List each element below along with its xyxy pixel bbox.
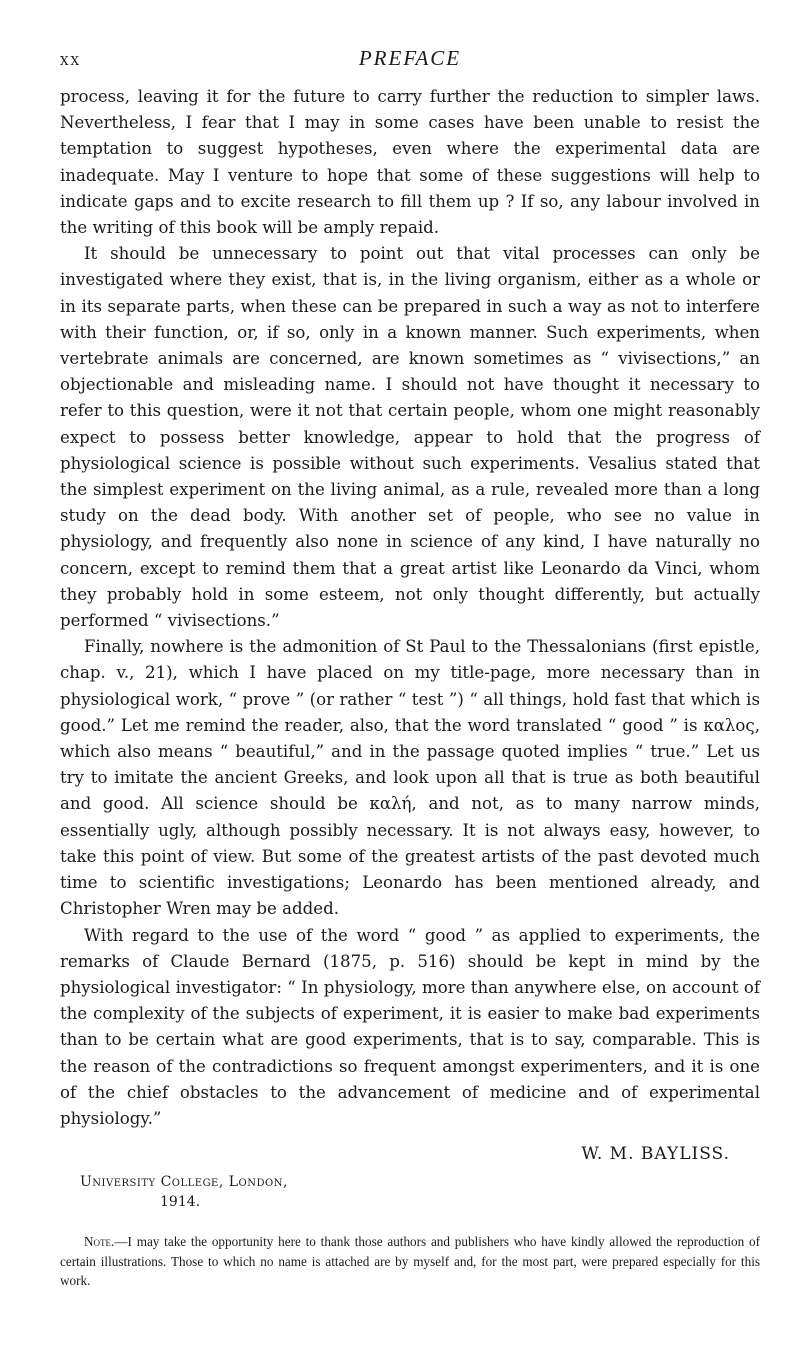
page-number: XX (60, 54, 82, 68)
affiliation-institution: University College, London, (80, 1174, 288, 1191)
book-page (60, 36, 760, 1291)
footnote (60, 1232, 760, 1291)
page-header (60, 36, 760, 70)
affiliation (60, 1172, 760, 1212)
paragraph: With regard to the use of the word “ good ” as applied to experiments, the remarks of Claude Bernard (1875, p. 516) should be kept in mind by the physiological investigator: “ In physiology, more than anywhere else, on account of the complexity of the subjects of experiment, it is easier to make bad experiments than to be certain what are good experiments, that is to say, comparable. This is the reason of the contradictions so frequent amongst experimenters, and it is one of the chief obstacles to the advancement of medicine and of experimental physiology.” (60, 925, 760, 1128)
running-title: PREFACE (358, 46, 462, 70)
affiliation-year: 1914. (160, 1194, 201, 1211)
body-text (60, 84, 760, 1132)
paragraph: Finally, nowhere is the admonition of St Paul to the Thessalonians (first epistle, chap. v., 21), which I have placed on my title-page, more necessary than in physiological work, “ prove ” (or rather “ test ”) “ all things, hold fast that which is good.” Let me remind the reader, also, that the word translated “ good ” is καλος, which also means “ beautiful,” and in the passage quoted implies “ true.” Let us try to imitate the ancient Greeks, and look upon all that is true as both beautiful and good. All science should be καλή, and not, as to many narrow minds, essentially ugly, although possibly necessary. It is not always easy, however, to take this point of view. But some of the greatest artists of the past devoted much time to scientific investigations; Leonardo has been mentioned already, and Christopher Wren may be added. (60, 637, 760, 919)
note-text: —I may take the opportunity here to thank those authors and publishers who have kindly allowed the reproduction of certain illustrations. Those to which no name is attached are by myself and, for the most part, were prepared especially for this work. (60, 1234, 760, 1289)
note-label: Note. (84, 1234, 115, 1250)
paragraph: process, leaving it for the future to carry further the reduction to simpler laws. Nevertheless, I fear that I may in some cases have been unable to resist the temptation to suggest hypotheses, even where the experimental data are inadequate. May I venture to hope that some of these suggestions will help to indicate gaps and to excite research to fill them up ? If so, any labour involved in the writing of this book will be amply repaid. (60, 87, 760, 238)
paragraph: It should be unnecessary to point out that vital processes can only be investigated where they exist, that is, in the living organism, either as a whole or in its separate parts, when these can be prepared in such a way as not to interfere with their function, or, if so, only in a known manner. Such experiments, when vertebrate animals are concerned, are known sometimes as “ vivisections,” an objectionable and misleading name. I should not have thought it necessary to refer to this question, were it not that certain people, whom one might reasonably expect to possess better knowledge, appear to hold that the progress of physiological science is possible without such experiments. Vesalius stated that the simplest experiment on the living animal, as a rule, revealed more than a long study on the dead body. With another set of people, who see no value in physiology, and frequently also none in science of any kind, I have naturally no concern, except to remind them that a great artist like Leonardo da Vinci, whom they probably hold in some esteem, not only thought differently, but actually performed “ vivisections.” (60, 244, 760, 631)
author-signature: W. M. BAYLISS. (581, 1144, 730, 1165)
